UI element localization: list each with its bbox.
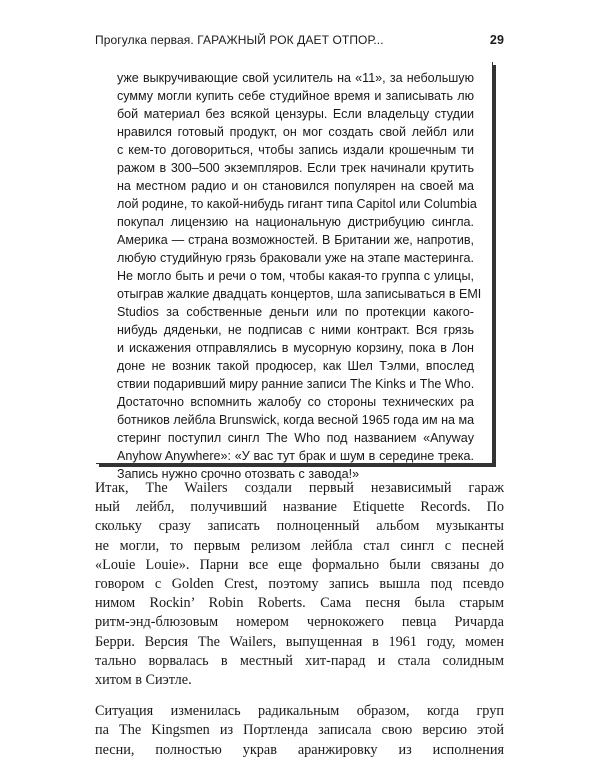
text-line: скольку сразу записать полноценный альбом музыканты bbox=[95, 518, 504, 535]
text-line: песни, полностью украв аранжировку из исполнения bbox=[95, 741, 504, 758]
sidebar-line: ствии подаривший миру ранние записи The Kinks и The Who. bbox=[117, 377, 475, 391]
text-line: Итак, The Wailers создали первый независимый гараж bbox=[95, 480, 504, 496]
sidebar-line: Запись нужно срочно отозвать с завода!» bbox=[117, 467, 360, 481]
sidebar-line: на местном радио и он становился популярен на своей ма bbox=[117, 179, 474, 193]
sidebar-line: Anyhow Anywhere»: «У вас тут брак и шум в середине трека. bbox=[117, 449, 474, 463]
sidebar-line: уже выкручивающие свой усилитель на «11», за небольшую bbox=[117, 71, 474, 85]
sidebar-line: ботников лейбла Brunswick, когда весной 1965 года им на ма bbox=[117, 413, 475, 427]
text-line: ный лейбл, получивший название Etiquette Records. По bbox=[95, 499, 504, 516]
sidebar-line: любую студийную грязь браковали уже на этапе мастеринга. bbox=[117, 251, 474, 265]
page-number: 29 bbox=[489, 33, 504, 47]
sidebar-line: и искажения отправлялись в мусорную корзину, пока в Лон bbox=[117, 341, 474, 355]
running-title: Прогулка первая. ГАРАЖНЫЙ РОК ДАЕТ ОТПОР... bbox=[95, 33, 384, 47]
text-line: не могли, то первым релизом лейбла стал сингл с песней bbox=[95, 537, 504, 554]
sidebar-line: Достаточно вспомнить жалобу со стороны технических ра bbox=[117, 395, 474, 409]
sidebar-line: сумму могли купить себе студийное время и записывать лю bbox=[117, 89, 474, 103]
sidebar-line: Не могло быть и речи о том, чтобы какая-то группа с улицы, bbox=[117, 269, 474, 283]
sidebar-line: лой родине, то какой-нибудь гигант типа Capitol или Columbia bbox=[117, 197, 477, 211]
text-line: па The Kingsmen из Портленда записала свою версию этой bbox=[95, 722, 504, 739]
sidebar-line: нравился готовый продукт, он мог создать свой лейбл или bbox=[117, 125, 474, 139]
text-line: тально ворвалась в местный хит-парад и стала солидным bbox=[95, 652, 504, 669]
sidebar-line: бой материал без всякой цензуры. Если владельцу студии bbox=[117, 107, 474, 121]
sidebar-line: с кем-то договориться, чтобы запись издали крошечным ти bbox=[117, 143, 474, 157]
sidebar-line: ражом в 300–500 экземпляров. Если трек начинали крутить bbox=[117, 161, 474, 175]
text-line: Берри. Версия The Wailers, выпущенная в 1961 году, момен bbox=[95, 633, 504, 650]
text-line: «Louie Louie». Парни все еще формально были связаны до bbox=[95, 556, 504, 573]
sidebar-box bbox=[96, 62, 493, 481]
text-line: говором с Golden Crest, поэтому запись вышла под псевдо bbox=[95, 576, 504, 593]
paragraph bbox=[95, 702, 504, 760]
sidebar-line: отыграв жалкие двадцать концертов, шла записываться в EMI bbox=[117, 287, 482, 301]
sidebar-line: нибудь дяденьки, не подписав с ними контракт. Вся грязь bbox=[117, 323, 474, 337]
text-line: хитом в Сиэтле. bbox=[95, 672, 192, 689]
main-text bbox=[95, 479, 504, 760]
running-header bbox=[95, 33, 504, 49]
sidebar-line: Studios за собственные деньги или по протекции какого- bbox=[117, 305, 474, 319]
sidebar-text bbox=[117, 69, 482, 483]
sidebar-line: доне не возник такой продюсер, как Шел Тэлми, впослед bbox=[117, 359, 474, 373]
text-line: нимом Rockin’ Robin Roberts. Сама песня была старым bbox=[95, 595, 504, 612]
text-line: ритм-энд-блюзовым номером чернокожего певца Ричарда bbox=[95, 614, 504, 631]
sidebar-line: покупал лицензию на национальную дистрибуцию сингла. bbox=[117, 215, 474, 229]
paragraph bbox=[95, 479, 504, 690]
text-line: Ситуация изменилась радикальным образом, когда груп bbox=[95, 703, 504, 720]
sidebar-line: Америка — страна возможностей. В Британии же, напротив, bbox=[117, 233, 474, 247]
sidebar-line: стеринг поступил сингл The Who под названием «Anyway bbox=[117, 431, 474, 445]
